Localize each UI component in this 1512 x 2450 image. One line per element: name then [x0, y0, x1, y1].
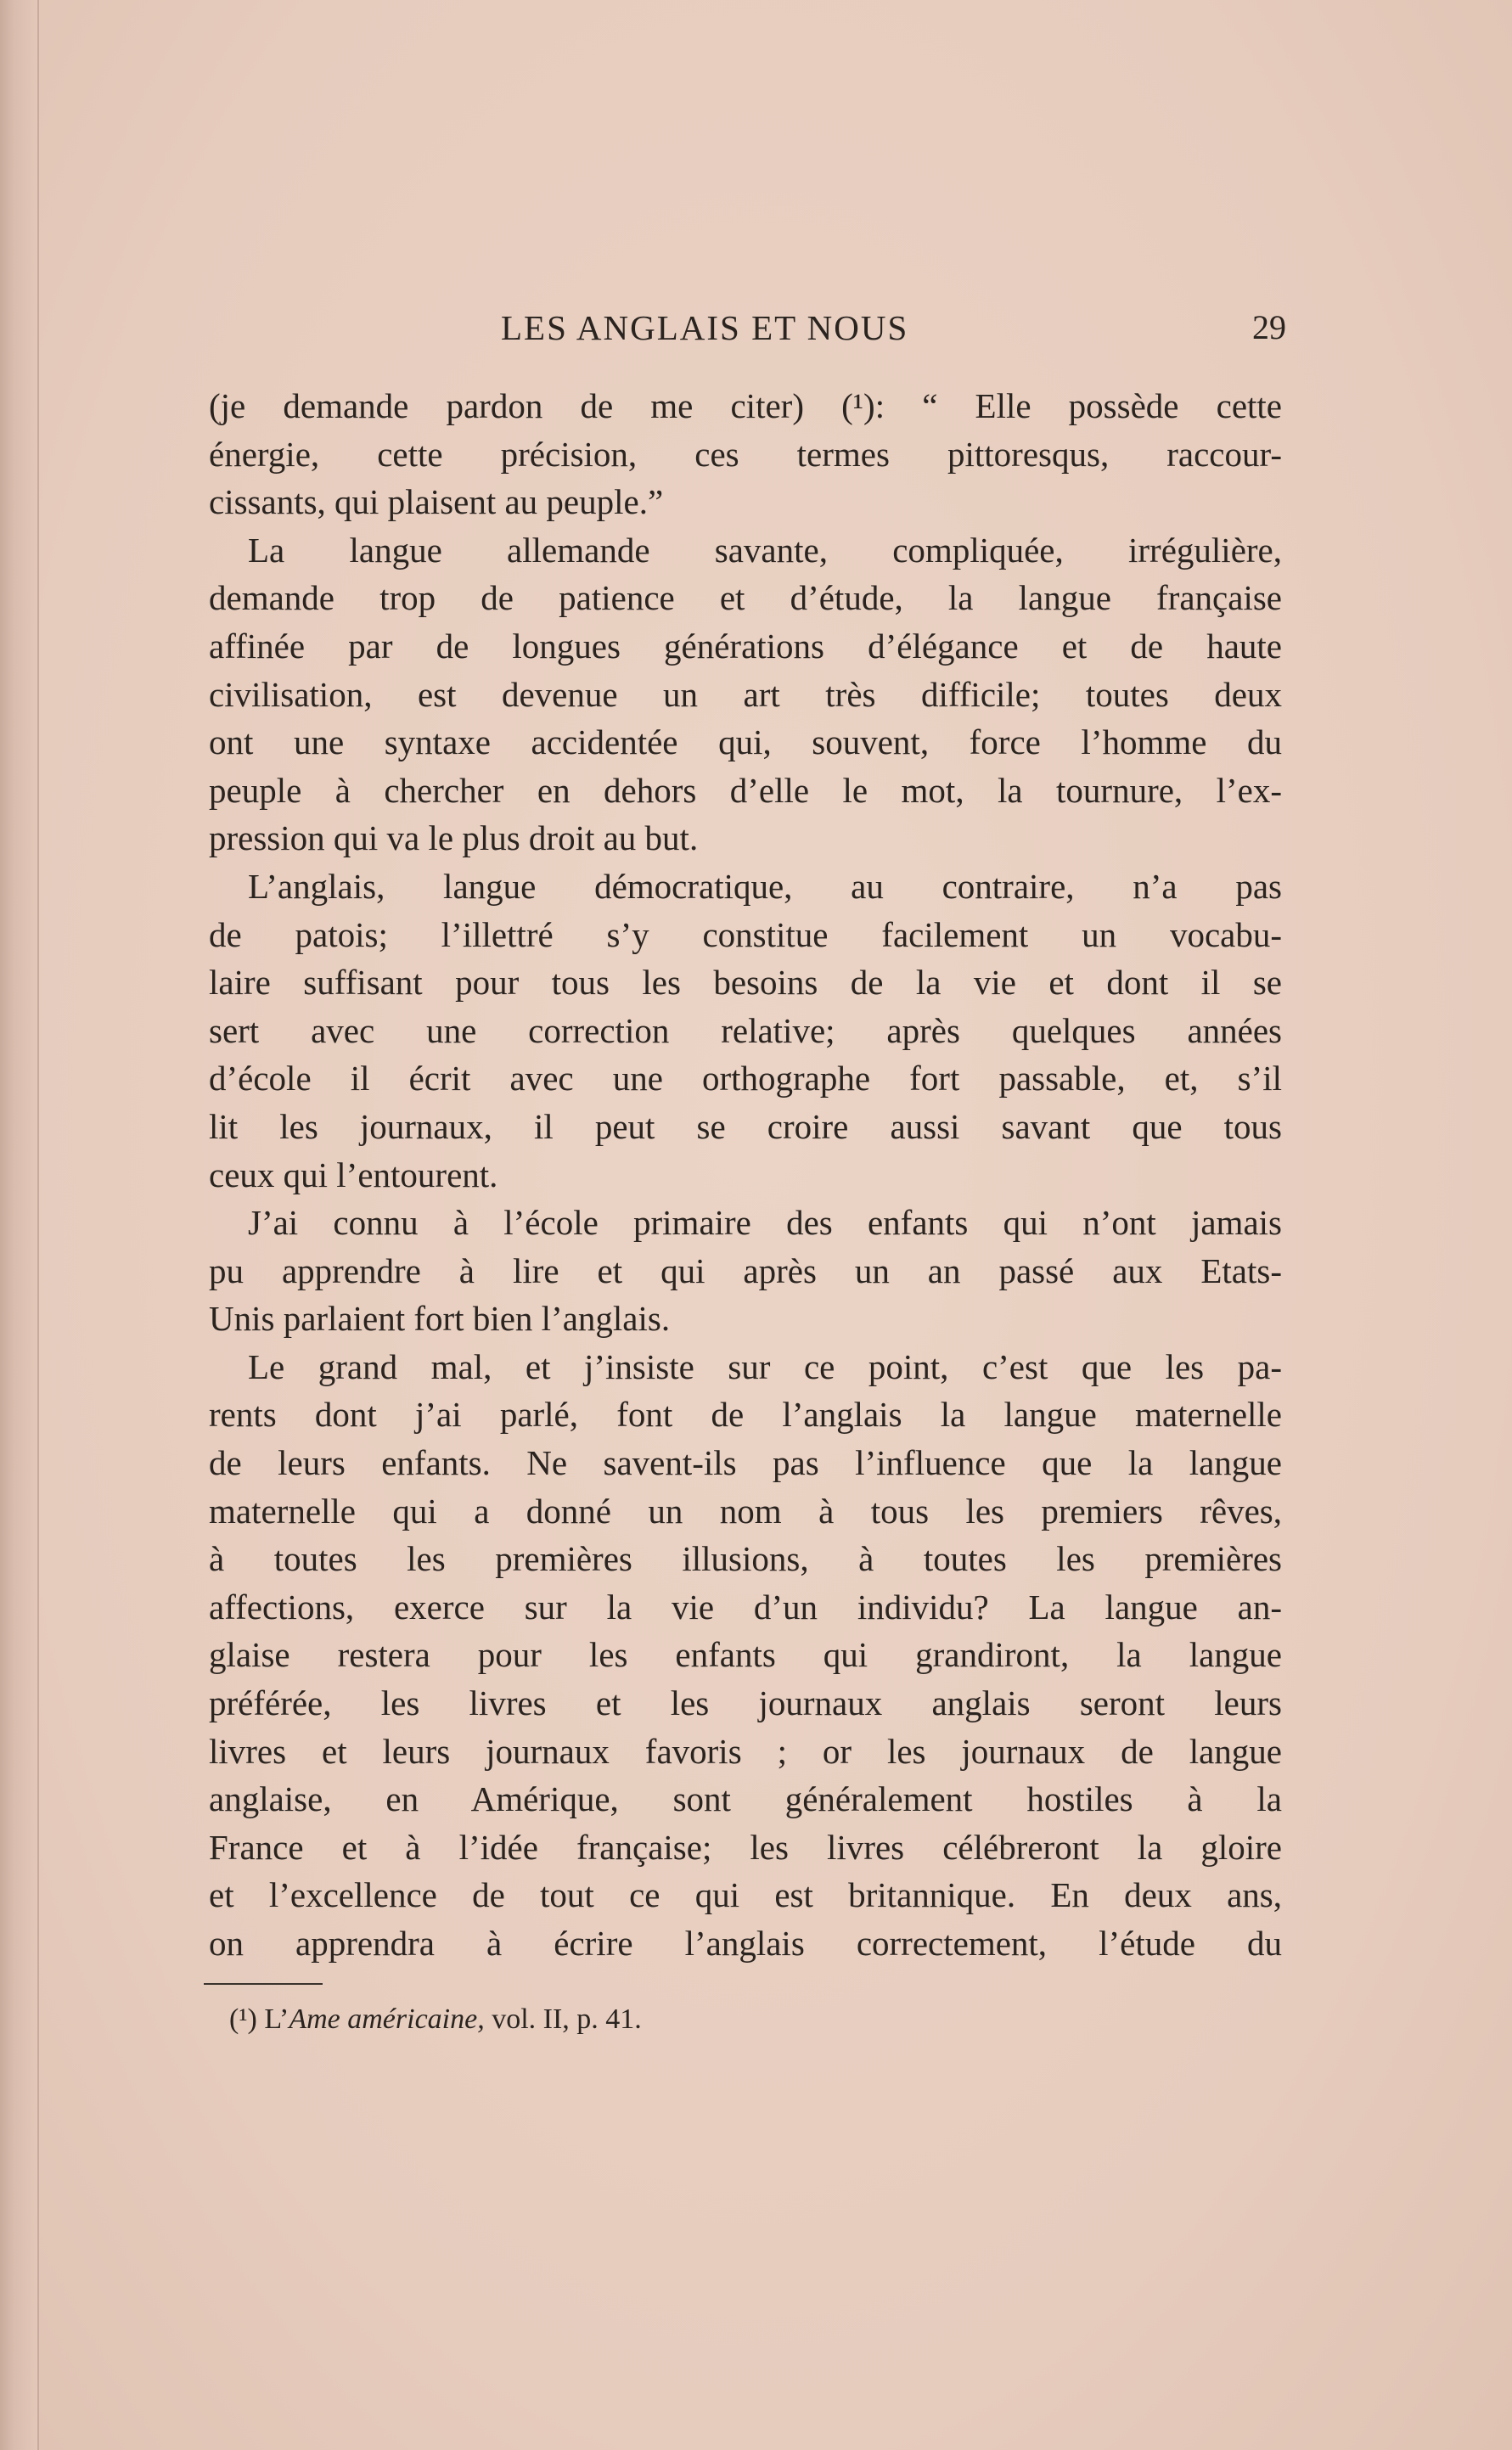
text-line: demande trop de patience et d’étude, la langue française [209, 578, 1282, 618]
text-line: livres et leurs journaux favoris ; or les journaux de langue [209, 1731, 1282, 1771]
footnote-title-prefix: L’ [264, 2003, 289, 2035]
text-line: préférée, les livres et les journaux anglais seront leurs [209, 1683, 1282, 1723]
text-line: rents dont j’ai parlé, font de l’anglais la langue maternelle [209, 1395, 1282, 1435]
text-line: ont une syntaxe accidentée qui, souvent, force l’homme du [209, 722, 1282, 762]
text-line: laire suffisant pour tous les besoins de la vie et dont il se [209, 963, 1282, 1003]
text-line: énergie, cette précision, ces termes pittoresqus, raccour- [209, 434, 1282, 474]
text-line: Le grand mal, et j’insiste sur ce point, c’est que les pa- [248, 1346, 1282, 1386]
text-line: J’ai connu à l’école primaire des enfants qui n’ont jamais [248, 1203, 1282, 1243]
running-head [204, 307, 1286, 350]
text-line: pu apprendre à lire et qui après un an passé aux Etats- [209, 1250, 1282, 1290]
text-line: peuple à chercher en dehors d’elle le mot, la tournure, l’ex- [209, 770, 1282, 810]
text-line: affinée par de longues générations d’élégance et de haute [209, 626, 1282, 666]
text-line: (je demande pardon de me citer) (¹): “ Elle possède cette [209, 386, 1282, 425]
text-line: anglaise, en Amérique, sont généralement hostiles à la [209, 1779, 1282, 1819]
page-number: 29 [1252, 308, 1286, 346]
text-line: Unis parlaient fort bien l’anglais. [209, 1299, 671, 1339]
footnote [229, 2003, 642, 2036]
text-line: maternelle qui a donné un nom à tous les premiers rêves, [209, 1491, 1282, 1531]
text-line: de patois; l’illettré s’y constitue facilement un vocabu- [209, 914, 1282, 954]
text-line: civilisation, est devenue un art très difficile; toutes deux [209, 674, 1282, 714]
footnote-marker: (¹) [229, 2003, 257, 2035]
text-line: on apprendra à écrire l’anglais correctement, l’étude du [209, 1924, 1282, 1963]
text-line: ceux qui l’entourent. [209, 1155, 498, 1194]
text-line: France et à l’idée française; les livres célébreront la gloire [209, 1827, 1282, 1867]
binding-shadow-line [37, 0, 39, 2450]
text-line: cissants, qui plaisent au peuple.” [209, 482, 664, 522]
text-line: La langue allemande savante, compliquée, irrégulière, [248, 530, 1282, 570]
text-line: L’anglais, langue démocratique, au contraire, n’a pas [248, 866, 1282, 906]
text-line: sert avec une correction relative; après quelques années [209, 1010, 1282, 1050]
text-line: glaise restera pour les enfants qui grandiront, la langue [209, 1635, 1282, 1675]
running-title: LES ANGLAIS ET NOUS [501, 308, 909, 347]
text-line: lit les journaux, il peut se croire aussi savant que tous [209, 1106, 1282, 1146]
text-line: pression qui va le plus droit au but. [209, 818, 699, 858]
book-binding-edge [0, 0, 39, 2450]
footnote-title: Ame américaine, [289, 2003, 485, 2035]
text-line: et l’excellence de tout ce qui est britannique. En deux ans, [209, 1875, 1282, 1915]
text-line: affections, exerce sur la vie d’un individu? La langue an- [209, 1587, 1282, 1627]
body-text [209, 382, 1282, 1968]
footnote-reference: vol. II, p. 41. [484, 2003, 642, 2035]
text-line: à toutes les premières illusions, à toutes les premières [209, 1539, 1282, 1579]
footnote-rule [204, 1983, 323, 1985]
text-line: de leurs enfants. Ne savent-ils pas l’influence que la langue [209, 1443, 1282, 1483]
text-line: d’école il écrit avec une orthographe fort passable, et, s’il [209, 1059, 1282, 1099]
